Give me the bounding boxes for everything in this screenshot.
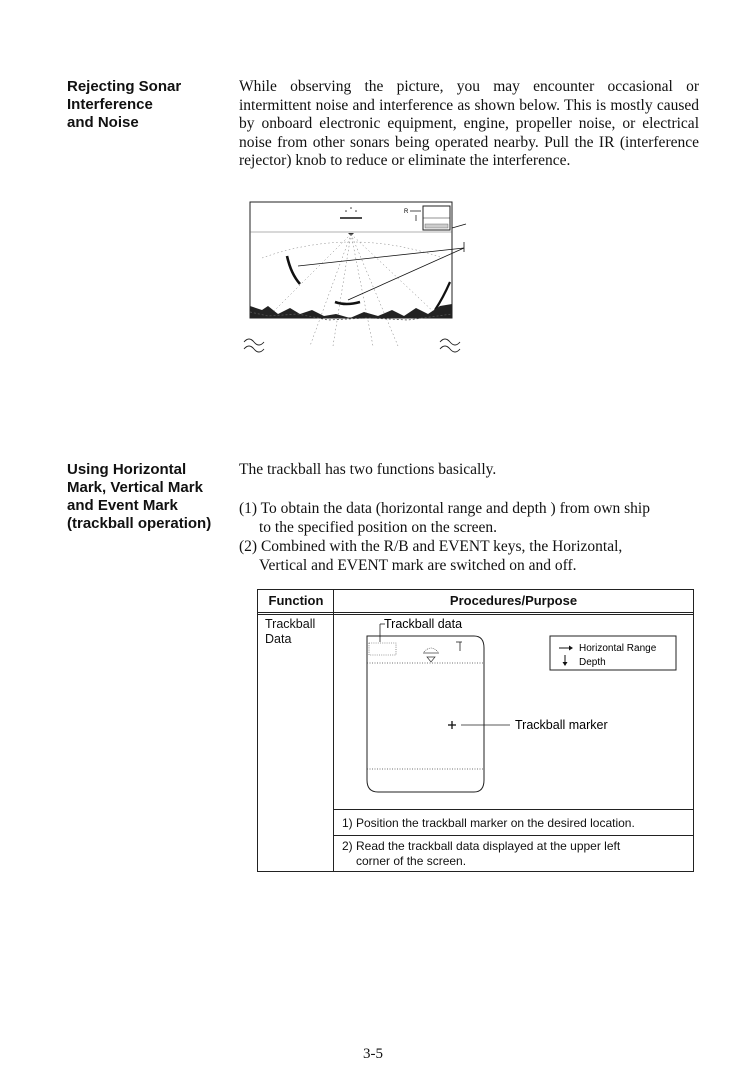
heading-line: Interference — [67, 96, 153, 113]
item1-line1: (1) To obtain the data (horizontal range and depth ) from own ship — [239, 500, 650, 517]
heading-line: Using Horizontal — [67, 461, 187, 478]
trackball-intro: The trackball has two functions basically. — [239, 461, 497, 478]
range-label: R — [404, 209, 409, 215]
horizontal-arrow-icon — [559, 646, 573, 651]
data-box — [369, 643, 396, 655]
header-procedures: Procedures/Purpose — [449, 593, 578, 608]
depth-arrow-icon — [563, 655, 568, 666]
trackball-figure — [334, 614, 694, 814]
own-ship-icon — [423, 648, 439, 662]
item2-line2: Vertical and EVENT mark are switched on and off. — [259, 557, 577, 574]
interference-paragraph: While observing the picture, you may encounter occasional or intermittent noise and interference as shown below. This is mostly caused by onboard electronic equipment, engine, propeller noise, or electrical noise from other sonars being operated nearby. Pull the IR (interference rejector) knob to reduce or eliminate the interference. — [239, 78, 699, 169]
step-2-line2: corner of the screen. — [356, 854, 467, 868]
step-1: 1) Position the trackball marker on the desired location. — [342, 816, 635, 830]
legend-depth: Depth — [579, 657, 606, 668]
wave-icon — [244, 339, 264, 345]
own-ship-icon — [340, 207, 362, 236]
page-number: 3-5 — [363, 1046, 383, 1062]
wave-icon — [244, 346, 264, 352]
trackball-marker-icon — [448, 721, 456, 729]
procedures-table — [257, 589, 694, 872]
section-heading-rejecting-interference — [67, 78, 181, 132]
legend-horizontal-range: Horizontal Range — [579, 643, 657, 654]
interference-arc-left — [287, 256, 300, 284]
trackball-data-label: Trackball data — [384, 617, 463, 631]
heading-line: (trackball operation) — [67, 515, 212, 532]
section-heading-trackball — [67, 461, 211, 533]
function-line: Trackball — [265, 617, 316, 631]
interference-figure — [238, 196, 474, 360]
interference-arc-bottom — [335, 302, 360, 304]
function-line: Data — [265, 632, 292, 646]
function-cell — [265, 617, 315, 647]
data-box-icon — [404, 206, 450, 230]
arrow-icon — [456, 642, 462, 651]
heading-line: and Noise — [67, 114, 139, 131]
screen-outline — [367, 636, 484, 792]
wave-icon — [440, 346, 460, 352]
item2-line1: (2) Combined with the R/B and EVENT keys, the Horizontal, — [239, 538, 623, 555]
heading-line: Mark, Vertical Mark — [67, 479, 203, 496]
wave-icon — [440, 339, 460, 345]
step-2-line1: 2) Read the trackball data displayed at the upper left — [342, 839, 621, 853]
heading-line: Rejecting Sonar — [67, 78, 182, 95]
trackball-marker-label: Trackball marker — [515, 718, 608, 732]
item1-line2: to the specified position on the screen. — [259, 519, 498, 536]
heading-line: and Event Mark — [67, 497, 178, 514]
header-function: Function — [268, 593, 324, 608]
